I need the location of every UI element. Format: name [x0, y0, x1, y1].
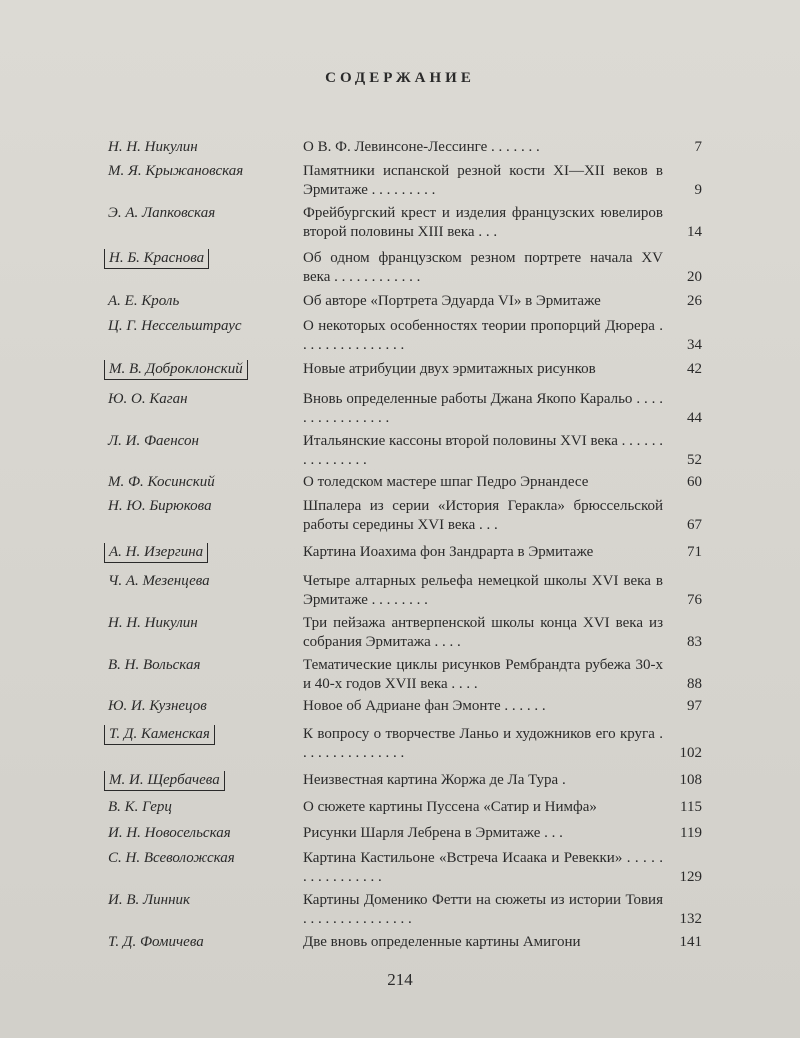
- toc-page-number: 34: [687, 337, 702, 353]
- toc-author: Ч. А. Мезенцева: [108, 573, 210, 589]
- toc-entry: [0, 162, 800, 202]
- toc-entry: [0, 725, 800, 765]
- toc-title: Об авторе «Портрета Эдуарда VI» в Эрмитаже: [303, 293, 601, 309]
- toc-author: Л. И. Фаенсон: [108, 433, 199, 449]
- toc-title: Об одном французском резном портрете начала XV века . . . . . . . . . . . .: [303, 250, 663, 285]
- toc-title: О толедском мастере шпаг Педро Эрнандесе: [303, 474, 589, 490]
- toc-title: Картины Доменико Фетти на сюжеты из истории Товия . . . . . . . . . . . . . . .: [303, 892, 663, 927]
- toc-entry: [0, 249, 800, 289]
- toc-title: Неизвестная картина Жоржа де Ла Тура .: [303, 772, 566, 788]
- toc-author: Н. Ю. Бирюкова: [108, 498, 212, 514]
- toc-page-number: 119: [680, 825, 702, 841]
- toc-entry: [0, 656, 800, 696]
- toc-author: Ю. И. Кузнецов: [108, 698, 207, 714]
- toc-page-number: 115: [680, 799, 702, 815]
- toc-page-number: 71: [687, 544, 702, 560]
- toc-page-number: 52: [687, 452, 702, 468]
- toc-page-number: 108: [679, 772, 702, 788]
- page-title: СОДЕРЖАНИЕ: [325, 70, 475, 86]
- toc-entry: [0, 849, 800, 889]
- toc-page-number: 67: [687, 517, 702, 533]
- toc-author: В. Н. Вольская: [108, 657, 201, 673]
- toc-page-number: 44: [687, 410, 702, 426]
- toc-author: Т. Д. Фомичева: [108, 934, 204, 950]
- toc-title: Новые атрибуции двух эрмитажных рисунков: [303, 361, 596, 377]
- toc-entry: [0, 933, 800, 973]
- toc-page-number: 7: [694, 139, 702, 155]
- toc-page-number: 97: [687, 698, 702, 714]
- toc-title: Рисунки Шарля Лебрена в Эрмитаже . . .: [303, 825, 563, 841]
- toc-entry: [0, 891, 800, 931]
- toc-title: О некоторых особенностях теории пропорций Дюрера . . . . . . . . . . . . . . .: [303, 318, 663, 353]
- toc-title: Три пейзажа антверпенской школы конца XVI века из собрания Эрмитажа . . . .: [303, 615, 663, 650]
- toc-title: Картина Иоахима фон Зандрарта в Эрмитаже: [303, 544, 594, 560]
- toc-page-number: 20: [687, 269, 702, 285]
- toc-author: Т. Д. Каменская: [104, 725, 215, 745]
- toc-page-number: 129: [679, 869, 702, 885]
- toc-author: И. Н. Новосельская: [108, 825, 231, 841]
- toc-title: Тематические циклы рисунков Рембрандта рубежа 30-х и 40-х годов XVII века . . . .: [303, 657, 663, 692]
- toc-title: К вопросу о творчестве Ланьо и художников его круга . . . . . . . . . . . . . . .: [303, 726, 663, 761]
- toc-page-number: 132: [679, 911, 702, 927]
- toc-title: Картина Кастильоне «Встреча Исаака и Ревекки» . . . . . . . . . . . . . . . .: [303, 850, 663, 885]
- toc-page-number: 141: [679, 934, 702, 950]
- toc-page-number: 102: [679, 745, 702, 761]
- toc-entry: [0, 390, 800, 430]
- toc-author: И. В. Линник: [108, 892, 191, 908]
- toc-page-number: 60: [687, 474, 702, 490]
- toc-author: С. Н. Всеволожская: [108, 850, 235, 866]
- toc-entry: [0, 497, 800, 537]
- toc-author: М. Ф. Косинский: [108, 474, 215, 490]
- toc-title: Фрейбургский крест и изделия французских ювелиров второй половины XIII века . . .: [303, 205, 663, 240]
- toc-entry: [0, 572, 800, 612]
- toc-title: О В. Ф. Левинсоне-Лессинге . . . . . . .: [303, 139, 540, 155]
- toc-title: Памятники испанской резной кости XI—XII веков в Эрмитаже . . . . . . . . .: [303, 163, 663, 198]
- toc-title: Итальянские кассоны второй половины XVI века . . . . . . . . . . . . . . .: [303, 433, 663, 468]
- toc-entry: [0, 317, 800, 357]
- toc-author: А. Н. Изергина: [104, 543, 208, 563]
- toc-author: А. Е. Кроль: [108, 293, 180, 309]
- toc-page-number: 88: [687, 676, 702, 692]
- toc-title: Две вновь определенные картины Амигони: [303, 934, 581, 950]
- toc-page-number: 76: [687, 592, 702, 608]
- toc-title: Четыре алтарных рельефа немецкой школы XVI века в Эрмитаже . . . . . . . .: [303, 573, 663, 608]
- toc-author: Ю. О. Каган: [108, 391, 188, 407]
- toc-author: В. К. Герц: [108, 799, 172, 815]
- toc-author: Н. Б. Краснова: [104, 249, 209, 269]
- toc-page-number: 83: [687, 634, 702, 650]
- toc-entry: [0, 432, 800, 472]
- toc-page-number: 26: [687, 293, 702, 309]
- toc-title: Вновь определенные работы Джана Якопо Каральо . . . . . . . . . . . . . . . .: [303, 391, 663, 426]
- page-number: 214: [387, 970, 413, 989]
- toc-title: Шпалера из серии «История Геракла» брюссельской работы середины XVI века . . .: [303, 498, 663, 533]
- toc-entry: [0, 614, 800, 654]
- toc-author: Э. А. Лапковская: [108, 205, 216, 221]
- toc-author: М. Я. Крыжановская: [108, 163, 244, 179]
- toc-author: Н. Н. Никулин: [108, 615, 198, 631]
- toc-page-number: 9: [694, 182, 702, 198]
- toc-author: Н. Н. Никулин: [108, 139, 198, 155]
- toc-title: О сюжете картины Пуссена «Сатир и Нимфа»: [303, 799, 597, 815]
- toc-page-number: 42: [687, 361, 702, 377]
- toc-author: М. И. Щербачева: [104, 771, 225, 791]
- toc-title: Новое об Адриане фан Эмонте . . . . . .: [303, 698, 546, 714]
- toc-entry: [0, 204, 800, 244]
- toc-author: Ц. Г. Нессельштраус: [108, 318, 242, 334]
- toc-author: М. В. Доброклонский: [104, 360, 248, 380]
- toc-page-number: 14: [687, 224, 702, 240]
